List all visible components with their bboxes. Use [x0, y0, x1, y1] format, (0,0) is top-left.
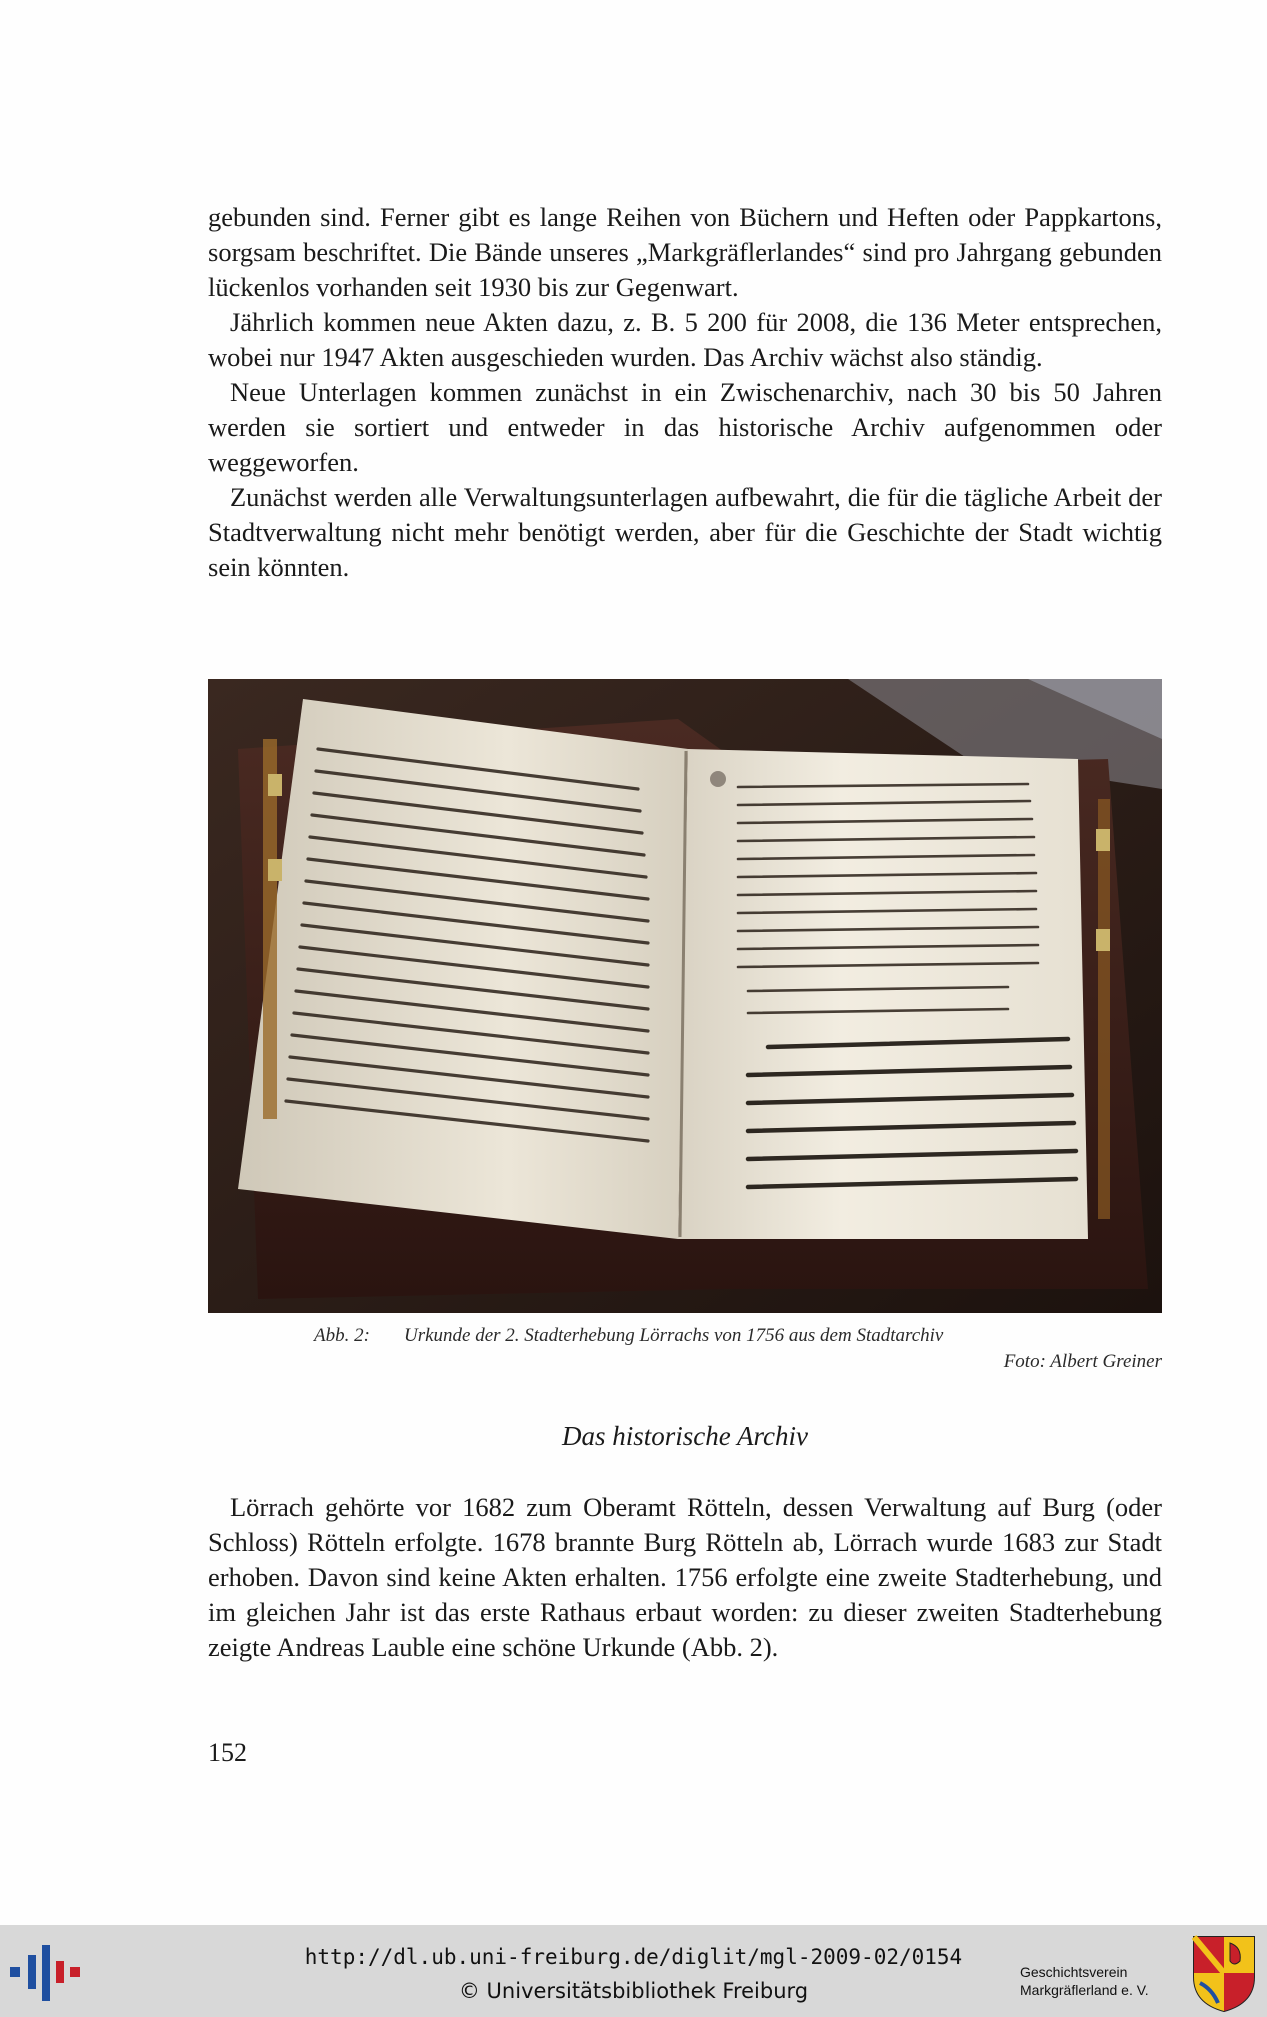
copyright-notice: © Universitätsbibliothek Freiburg	[458, 1979, 809, 2003]
page-number: 152	[208, 1738, 247, 1767]
society-name	[1020, 1963, 1180, 1999]
paragraph: Neue Unterlagen kommen zunächst in ein Zwischenarchiv, nach 30 bis 50 Jahren werden sie sortiert und entweder in das historische Archiv aufgenommen oder weggeworfen.	[208, 377, 1162, 477]
body-text-bottom	[208, 1490, 1162, 1665]
caption-label: Abb. 2:	[314, 1325, 370, 1346]
figure-caption	[208, 1323, 1162, 1375]
digital-library-footer	[0, 1925, 1267, 2017]
society-line-2: Markgräflerland e. V.	[1020, 1982, 1149, 1998]
society-line-1: Geschichtsverein	[1020, 1964, 1128, 1980]
paragraph: Jährlich kommen neue Akten dazu, z. B. 5 200 für 2008, die 136 Meter entsprechen, wobei nur 1947 Akten ausgeschieden wurden. Das Archiv wächst also ständig.	[208, 307, 1162, 372]
figure-photo-document	[208, 679, 1162, 1313]
paragraph: gebunden sind. Ferner gibt es lange Reihen von Büchern und Heften oder Pappkartons, sorgsam beschriftet. Die Bände unseres „Markgräflerlandes“ sind pro Jahrgang gebunden lückenlos vorhanden seit 1930 bis zur Gegenwart.	[208, 202, 1162, 302]
paragraph: Zunächst werden alle Verwaltungsunterlagen aufbewahrt, die für die tägliche Arbeit der Stadtverwaltung nicht mehr benötigt werden, aber für die Geschichte der Stadt wichtig sein könnten.	[208, 482, 1162, 582]
photo-credit: Foto: Albert Greiner	[1003, 1351, 1162, 1372]
caption-text: Urkunde der 2. Stadterhebung Lörrachs von 1756 aus dem Stadtarchiv	[404, 1325, 944, 1346]
coat-of-arms-icon	[1190, 1933, 1258, 2013]
section-heading: Das historische Archiv	[562, 1421, 808, 1451]
paragraph: Lörrach gehörte vor 1682 zum Oberamt Rötteln, dessen Verwaltung auf Burg (oder Schloss) Rötteln erfolgte. 1678 brannte Burg Rötteln ab, Lörrach wurde 1683 zur Stadt erhoben. Davon sind keine Akten erhalten. 1756 erfolgte eine zweite Stadterhebung, und im gleichen Jahr ist das erste Rathaus erbaut worden: zu dieser zweiten Stadterhebung zeigte Andreas Lauble eine schöne Urkunde (Abb. 2).	[208, 1492, 1162, 1662]
photo-open-book-illustration	[208, 679, 1162, 1313]
document-url-link[interactable]: http://dl.ub.uni-freiburg.de/diglit/mgl-2009-02/0154	[304, 1945, 963, 1969]
body-text-top	[208, 200, 1162, 585]
